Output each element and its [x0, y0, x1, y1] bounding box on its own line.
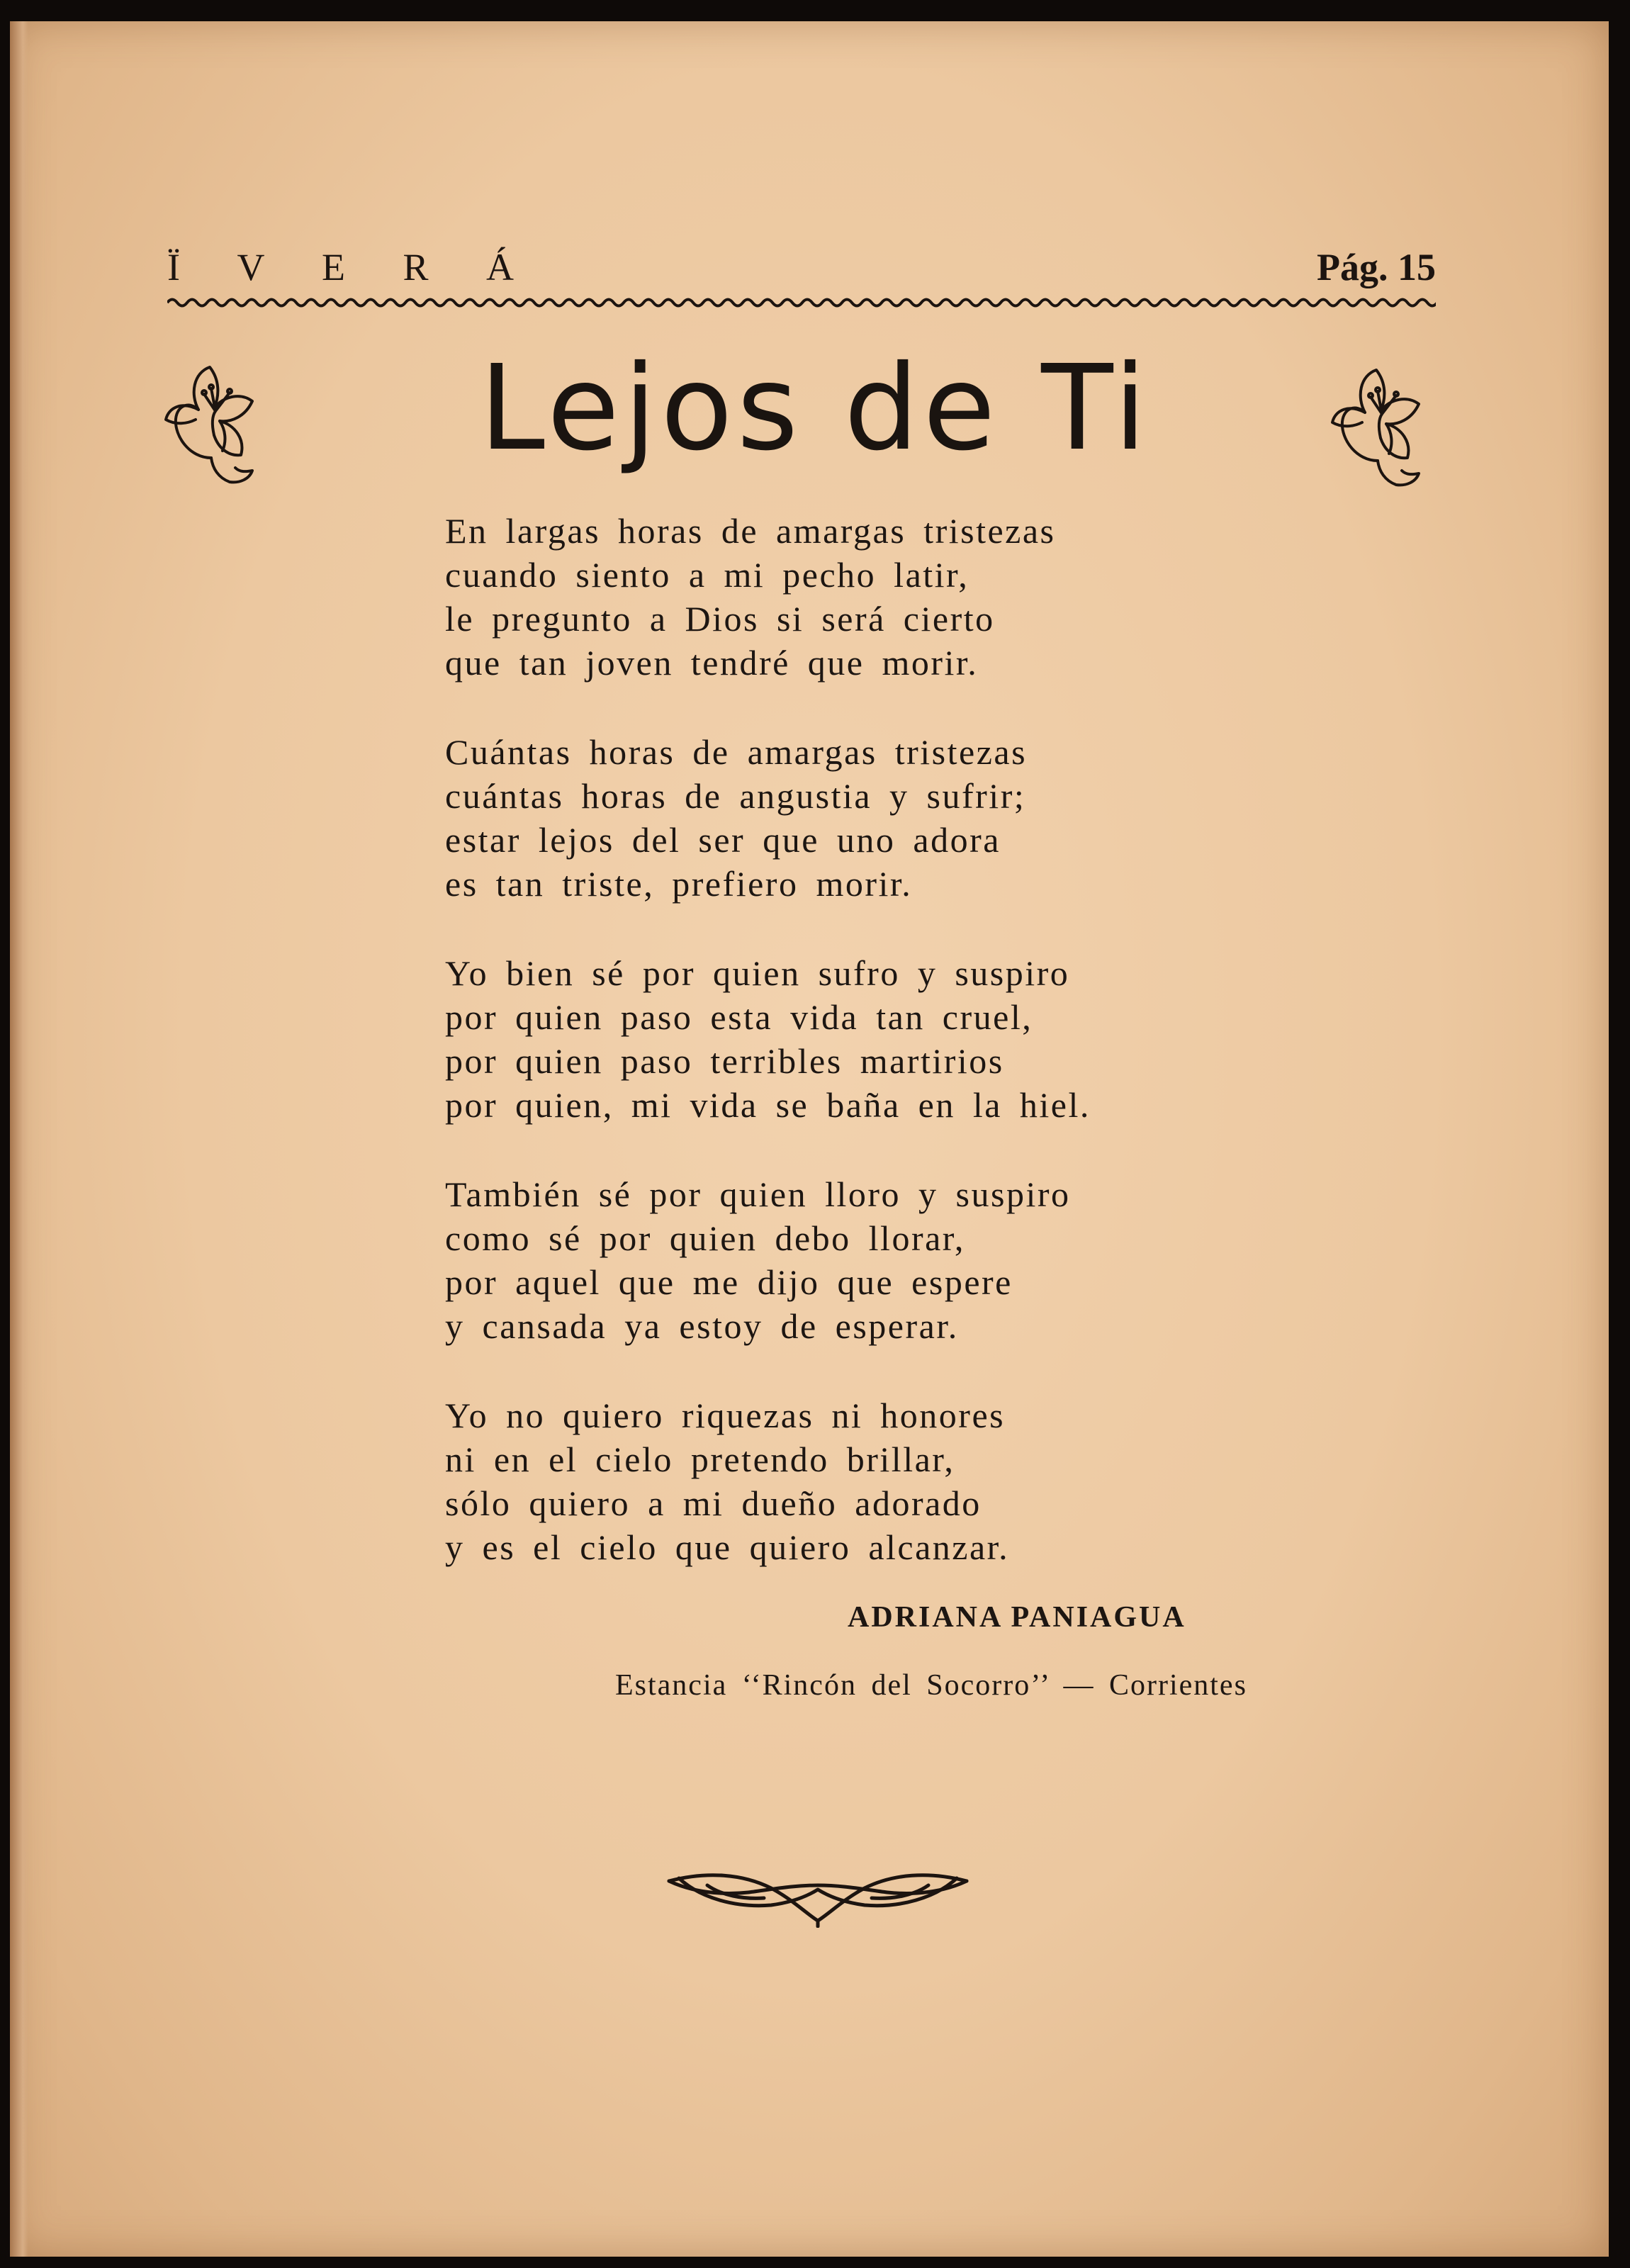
poem-line: por aquel que me dijo que espere	[445, 1262, 1013, 1302]
poem-line: por quien paso terribles martirios	[445, 1041, 1004, 1081]
poem-line: cuando siento a mi pecho latir,	[445, 555, 969, 595]
poem-line: cuántas horas de angustia y sufrir;	[445, 776, 1026, 816]
poem-line: estar lejos del ser que uno adora	[445, 820, 1001, 860]
poem-line: Yo no quiero riquezas ni honores	[445, 1396, 1006, 1435]
author-signature: ADRIANA PANIAGUA	[848, 1601, 1186, 1634]
poem-line: ni en el cielo pretendo brillar,	[445, 1439, 955, 1479]
poem-line: Cuántas horas de amargas tristezas	[445, 732, 1028, 772]
interlaced-scroll-ornament-icon	[665, 1864, 971, 1928]
poem-body	[445, 509, 1295, 1615]
poem-line: le pregunto a Dios si será cierto	[445, 599, 995, 639]
poem-line: En largas horas de amargas tristezas	[445, 511, 1056, 551]
poem-line: es tan triste, prefiero morir.	[445, 864, 913, 904]
poem-line: como sé por quien debo llorar,	[445, 1218, 965, 1258]
poem-line: por quien paso esta vida tan cruel,	[445, 997, 1033, 1037]
page-number: Pág. 15	[1317, 246, 1436, 288]
stanza	[445, 1172, 1295, 1348]
poem-line: y cansada ya estoy de esperar.	[445, 1306, 959, 1346]
stanza	[445, 951, 1295, 1127]
author-location: Estancia ‘‘Rincón del Socorro’’ — Corrientes	[615, 1669, 1247, 1702]
wavy-rule-icon	[167, 295, 1436, 310]
poem-line: También sé por quien lloro y suspiro	[445, 1174, 1071, 1214]
poem-line: sólo quiero a mi dueño adorado	[445, 1483, 982, 1523]
poem-line: que tan joven tendré que morir.	[445, 643, 979, 683]
stanza	[445, 730, 1295, 906]
poem-line: y es el cielo que quiero alcanzar.	[445, 1527, 1010, 1567]
poem-line: por quien, mi vida se baña en la hiel.	[445, 1085, 1091, 1125]
journal-name: Ï V E R Á	[167, 246, 539, 288]
running-head	[167, 238, 1436, 295]
poem-title: Lejos de Ti	[479, 340, 1151, 477]
poem-line: Yo bien sé por quien sufro y suspiro	[445, 953, 1070, 993]
stanza	[445, 509, 1295, 685]
stanza	[445, 1393, 1295, 1569]
